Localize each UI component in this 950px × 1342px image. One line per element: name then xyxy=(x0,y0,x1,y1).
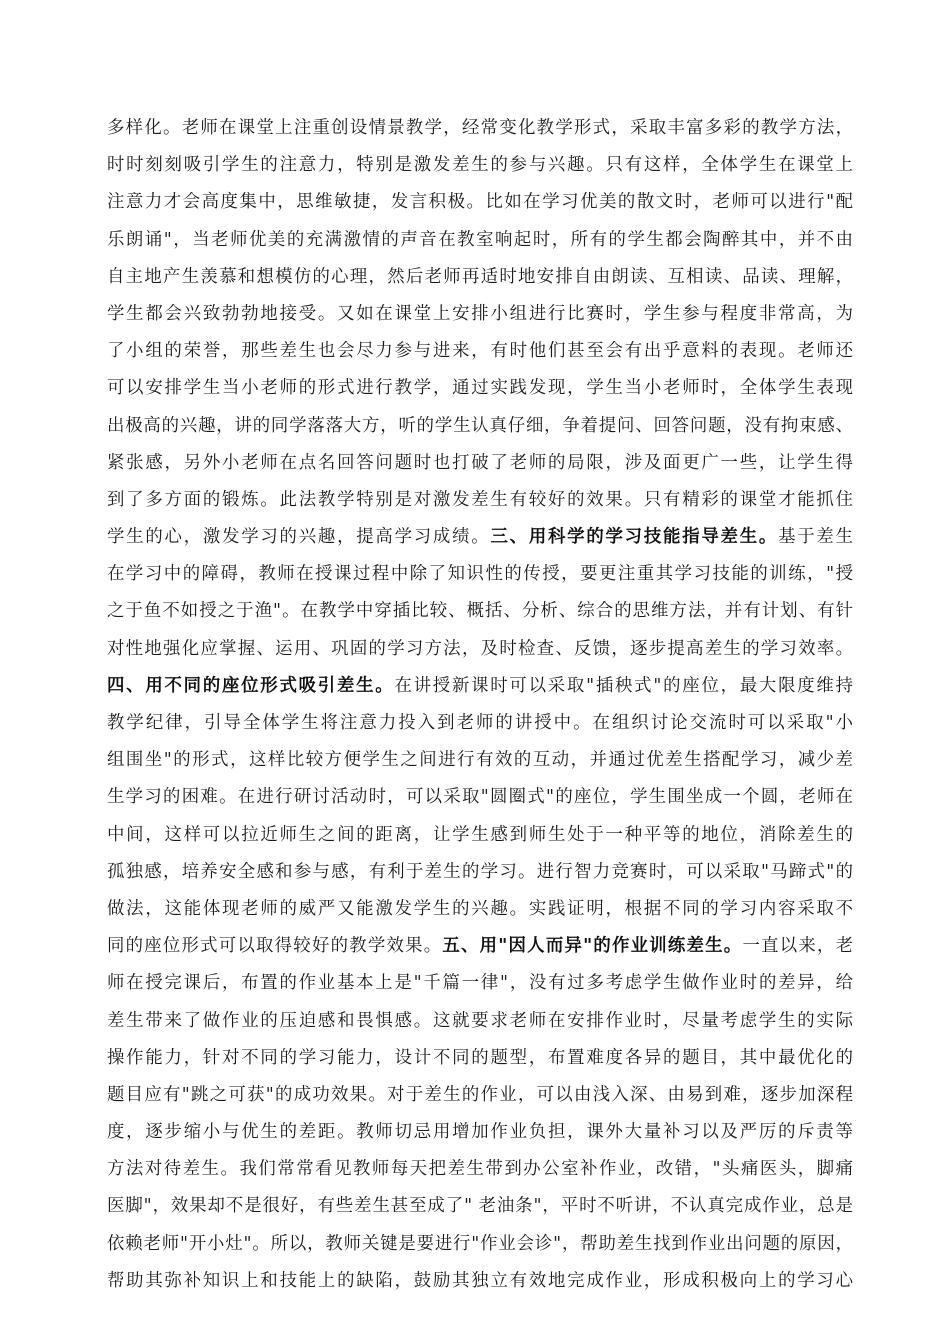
text-line xyxy=(107,1114,853,1151)
paragraph-text: 教学纪律，引导全体学生将注意力投入到老师的讲授中。在组织讨论交流时可以采取"小 xyxy=(107,713,853,733)
paragraph-text: 做法，这能体现老师的威严又能激发学生的兴趣。实践证明，根据不同的学习内容采取不 xyxy=(107,898,853,919)
paragraph-text: 可以安排学生当小老师的形式进行教学，通过实践发现，学生当小老师时，全体学生表现 xyxy=(107,378,853,399)
text-line xyxy=(107,1040,853,1077)
text-line xyxy=(107,482,853,519)
text-line xyxy=(107,445,853,482)
paragraph-text: 乐朗诵"，当老师优美的充满激情的声音在教室响起时，所有的学生都会陶醉其中，并不由 xyxy=(107,229,853,250)
paragraph-text: 依赖老师"开小灶"。所以，教师关键是要进行"作业会诊"，帮助差生找到作业出问题的原因， xyxy=(107,1233,853,1254)
text-line xyxy=(107,1226,853,1263)
paragraph-text: 出极高的兴趣，讲的同学落落大方，听的学生认真仔细，争着提问、回答问题，没有拘束感、 xyxy=(107,415,853,436)
text-line xyxy=(107,1263,853,1300)
text-line xyxy=(107,259,853,296)
paragraph-text: 中间，这样可以拉近师生之间的距离，让学生感到师生处于一种平等的地位，消除差生的 xyxy=(107,824,853,845)
paragraph-text: 多样化。老师在课堂上注重创设情景教学，经常变化教学形式，采取丰富多彩的教学方法， xyxy=(107,118,853,138)
paragraph-text: 时时刻刻吸引学生的注意力，特别是激发差生的参与兴趣。只有这样，全体学生在课堂上 xyxy=(107,155,853,176)
text-line xyxy=(107,184,853,221)
paragraph-text: 方法对待差生。我们常常看见教师每天把差生带到办公室补作业，改错，"头痛医头，脚痛 xyxy=(107,1159,853,1180)
paragraph-text: 同的座位形式可以取得较好的教学效果。 xyxy=(107,936,443,957)
paragraph-text: 对性地强化应掌握、运用、巩固的学习方法，及时检查、反馈，逐步提高差生的学习效率。 xyxy=(107,638,853,659)
paragraph-text: 帮助其弥补知识上和技能上的缺陷，鼓励其独立有效地完成作业，形成积极向上的学习心 xyxy=(107,1270,853,1291)
text-line xyxy=(107,779,853,816)
text-line xyxy=(107,519,853,556)
text-line xyxy=(107,817,853,854)
paragraph-text: 度，逐步缩小与优生的差距。教师切忌用增加作业负担，课外大量补习以及严厉的斥责等 xyxy=(107,1122,853,1143)
paragraph-text: 学生都会兴致勃勃地接受。又如在课堂上安排小组进行比赛时，学生参与程度非常高，为 xyxy=(107,303,853,324)
text-line xyxy=(107,1003,853,1040)
paragraph-text: 学生的心，激发学习的兴趣，提高学习成绩。 xyxy=(107,527,491,548)
paragraph-text: 差生带来了做作业的压迫感和畏惧感。这就要求老师在安排作业时，尽量考虑学生的实际 xyxy=(107,1010,853,1031)
text-line xyxy=(107,1077,853,1114)
paragraph-text: 了小组的荣誉，那些差生也会尽力参与进来，有时他们甚至会有出乎意料的表现。老师还 xyxy=(107,341,853,362)
paragraph-text: 之于鱼不如授之于渔"。在教学中穿插比较、概括、分析、综合的思维方法，并有计划、有针 xyxy=(107,601,853,622)
body-text xyxy=(107,110,853,1300)
text-line xyxy=(107,668,853,705)
text-line xyxy=(107,408,853,445)
text-line xyxy=(107,965,853,1002)
text-line xyxy=(107,742,853,779)
paragraph-text: 在讲授新课时可以采取"插秧式"的座位，最大限度维持 xyxy=(394,675,853,696)
section-heading: 三、用科学的学习技能指导差生。 xyxy=(490,527,779,548)
paragraph-text: 操作能力，针对不同的学习能力，设计不同的题型，布置难度各异的题目，其中最优化的 xyxy=(107,1047,853,1068)
paragraph-text: 注意力才会高度集中，思维敏捷，发言积极。比如在学习优美的散文时，老师可以进行"配 xyxy=(107,192,853,213)
paragraph-text: 自主地产生羡慕和想模仿的心理，然后老师再适时地安排自由朗读、互相读、品读、理解， xyxy=(107,266,853,287)
text-line xyxy=(107,556,853,593)
text-line xyxy=(107,593,853,630)
text-line xyxy=(107,333,853,370)
paragraph-text: 在学习中的障碍，教师在授课过程中除了知识性的传授，要更注重其学习技能的训练，"授 xyxy=(107,564,853,585)
paragraph-text: 基于差生 xyxy=(778,527,853,548)
text-line xyxy=(107,147,853,184)
paragraph-text: 一直以来，老 xyxy=(742,936,853,957)
text-line xyxy=(107,222,853,259)
text-line xyxy=(107,370,853,407)
paragraph-text: 孤独感，培养安全感和参与感，有利于差生的学习。进行智力竞赛时，可以采取"马蹄式"的 xyxy=(107,861,853,882)
section-heading: 五、用"因人而异"的作业训练差生。 xyxy=(442,936,743,957)
text-line xyxy=(107,928,853,965)
text-line xyxy=(107,1188,853,1225)
paragraph-text: 组围坐"的形式，这样比较方便学生之间进行有效的互动，并通过优差生搭配学习，减少差 xyxy=(107,750,853,771)
paragraph-text: 题目应有"跳之可获"的成功效果。对于差生的作业，可以由浅入深、由易到难，逐步加深程 xyxy=(107,1084,853,1105)
section-heading: 四、用不同的座位形式吸引差生。 xyxy=(107,675,395,696)
paragraph-text: 紧张感，另外小老师在点名回答问题时也打破了老师的局限，涉及面更广一些，让学生得 xyxy=(107,452,853,473)
paragraph-text: 医脚"，效果却不是很好，有些差生甚至成了" 老油条"，平时不听讲，不认真完成作业，总是 xyxy=(107,1196,853,1217)
paragraph-text: 师在授完课后，布置的作业基本上是"千篇一律"，没有过多考虑学生做作业时的差异，给 xyxy=(107,973,853,994)
paragraph-text: 生学习的困难。在进行研讨活动时，可以采取"圆圈式"的座位，学生围坐成一个圆，老师在 xyxy=(107,787,853,808)
text-line xyxy=(107,705,853,742)
text-line xyxy=(107,854,853,891)
text-line xyxy=(107,891,853,928)
text-line xyxy=(107,631,853,668)
text-line xyxy=(107,1151,853,1188)
text-line xyxy=(107,296,853,333)
paragraph-text: 到了多方面的锻炼。此法教学特别是对激发差生有较好的效果。只有精彩的课堂才能抓住 xyxy=(107,489,853,510)
text-line xyxy=(107,110,853,147)
